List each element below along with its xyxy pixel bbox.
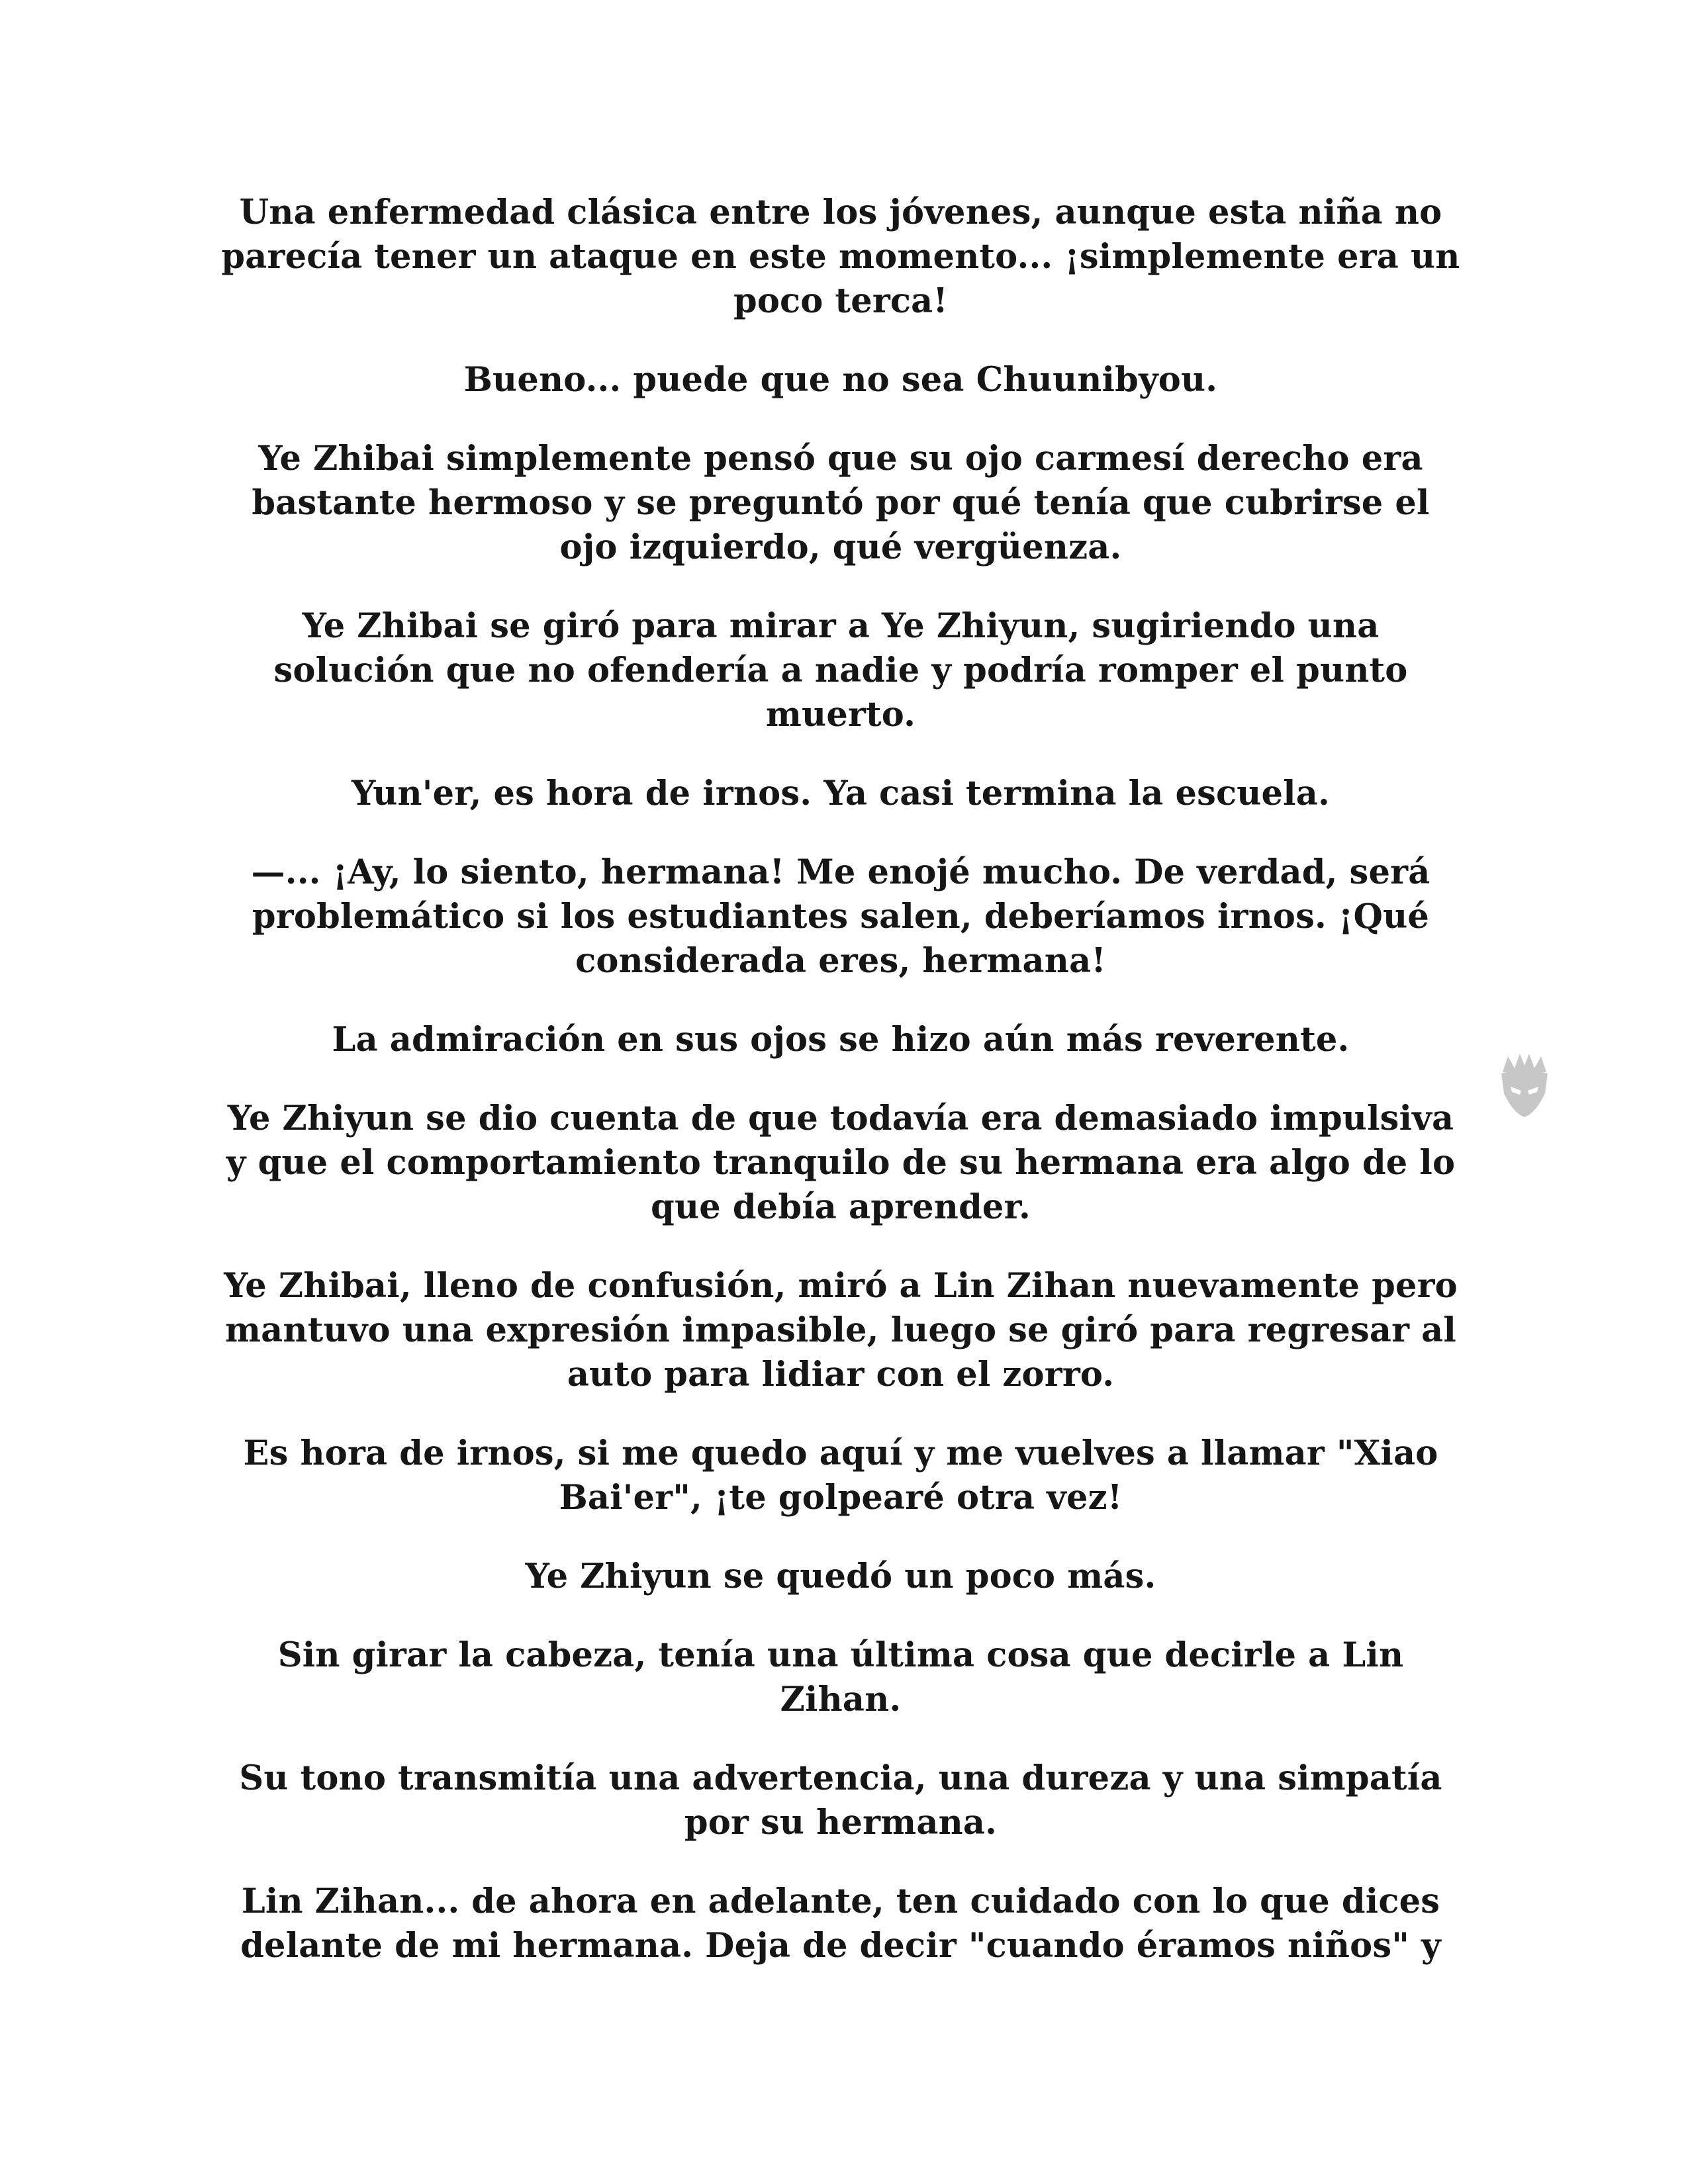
paragraph-12: Sin girar la cabeza, tenía una última cosa que decirle a Lin Zihan.: [277, 1635, 1404, 1719]
paragraph-7: La admiración en sus ojos se hizo aún más reverente.: [332, 1020, 1350, 1060]
paragraph-14: Lin Zihan... de ahora en adelante, ten cuidado con lo que dices delante de mi hermana. Deja de decir "cuando éramos niños" y: [240, 1882, 1441, 1966]
paragraph-6: —... ¡Ay, lo siento, hermana! Me enojé mucho. De verdad, será problemático si los estudiantes salen, deberíamos irnos. ¡Qué considerada eres, hermana!: [251, 852, 1430, 981]
paragraph-3: Ye Zhibai simplemente pensó que su ojo carmesí derecho era bastante hermoso y se preguntó por qué tenía que cubrirse el ojo izquierdo, qué vergüenza.: [252, 439, 1430, 567]
demon-mask-icon: [1495, 1052, 1554, 1118]
document-body: [218, 191, 1463, 2003]
paragraph-8: Ye Zhiyun se dio cuenta de que todavía era demasiado impulsiva y que el comportamiento tranquilo de su hermana era algo de lo que debía aprender.: [226, 1099, 1456, 1227]
paragraph-11: Ye Zhiyun se quedó un poco más.: [525, 1557, 1156, 1596]
paragraph-4: Ye Zhibai se giró para mirar a Ye Zhiyun, sugiriendo una solución que no ofendería a nadie y podría romper el punto muerto.: [273, 606, 1408, 735]
paragraph-10: Es hora de irnos, si me quedo aquí y me vuelves a llamar "Xiao Bai'er", ¡te golpearé otra vez!: [243, 1433, 1438, 1518]
paragraph-2: Bueno... puede que no sea Chuunibyou.: [463, 360, 1218, 400]
paragraph-13: Su tono transmitía una advertencia, una dureza y una simpatía por su hermana.: [239, 1758, 1442, 1843]
paragraph-9: Ye Zhibai, lleno de confusión, miró a Lin Zihan nuevamente pero mantuvo una expresión impasible, luego se giró para regresar al auto para lidiar con el zorro.: [224, 1266, 1458, 1394]
paragraph-1: Una enfermedad clásica entre los jóvenes, aunque esta niña no parecía tener un ataque en este momento... ¡simplemente era un poco terca!: [221, 193, 1460, 321]
paragraph-5: Yun'er, es hora de irnos. Ya casi termina la escuela.: [352, 774, 1330, 813]
